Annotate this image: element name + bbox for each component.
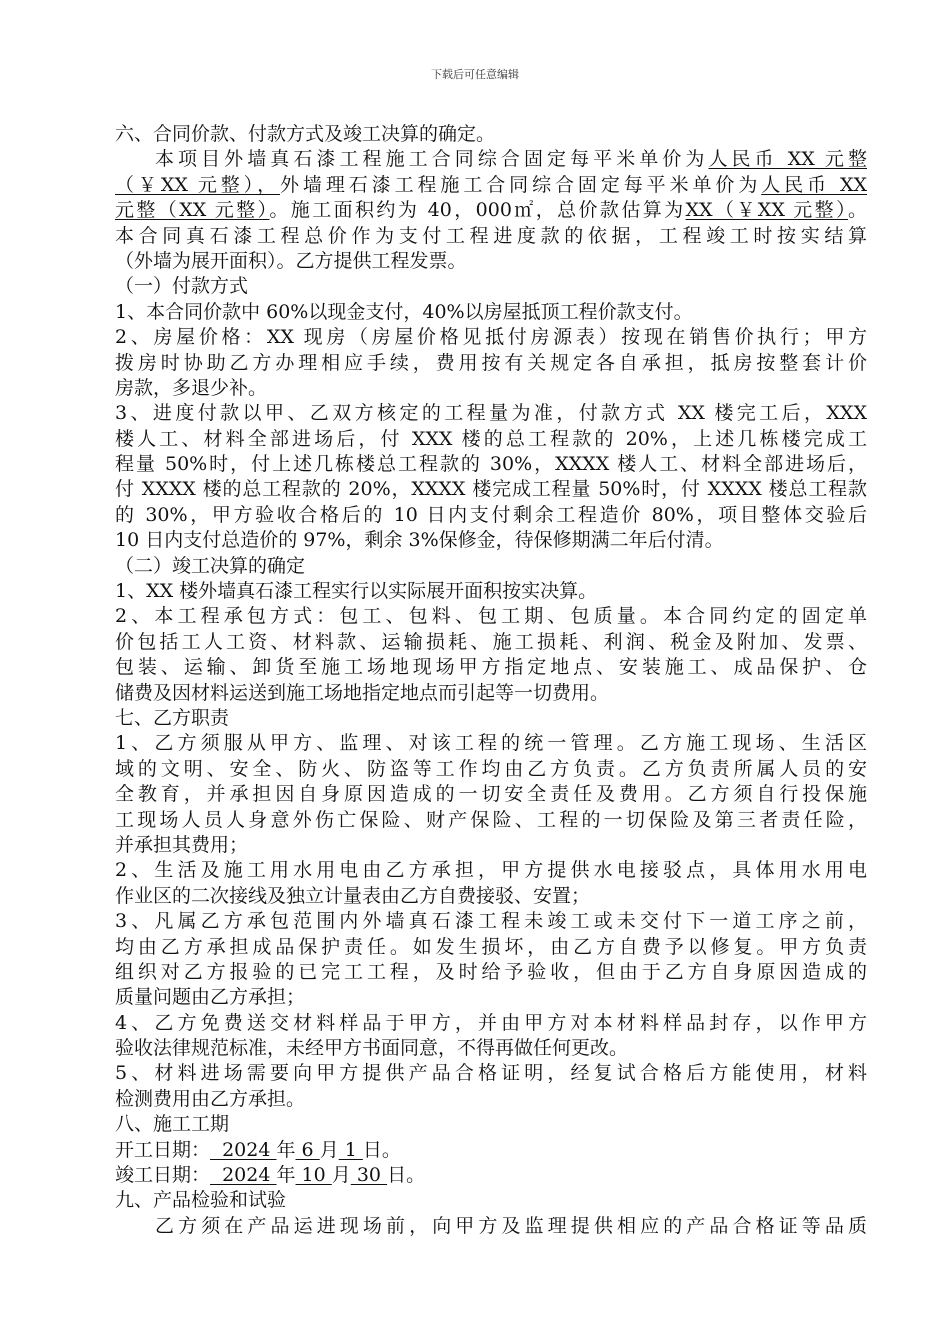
text-segment: 储费及因材料运送到施工场地指定地点而引起等一切费用。 <box>115 681 610 704</box>
text-segment: 付 XXXX 楼的总工程款的 20%，XXXX 楼完成工程量 50%时，付 XXXX 楼总工程款 <box>115 478 867 501</box>
underlined-text: 元整（XX 元整） <box>115 199 270 222</box>
text-segment: 。施工面积约为 40，000㎡，总价款估算为 <box>269 199 686 222</box>
text-line <box>115 300 867 325</box>
text-segment: 程量 50%时，付上述几栋楼总工程款的 30%，XXXX 楼人工、材料全部进场后， <box>115 453 867 476</box>
text-segment: 1、本合同价款中 60%以现金支付，40%以房屋抵顶工程价款支付。 <box>115 300 693 323</box>
text-line <box>115 477 867 502</box>
text-line <box>115 224 867 249</box>
text-segment: 九、产品检验和试验 <box>115 1189 287 1212</box>
text-segment: 检测费用由乙方承担。 <box>115 1087 306 1110</box>
underlined-text: 2024 <box>210 1138 277 1161</box>
text-line <box>115 884 867 909</box>
text-segment: 六、合同价款、付款方式及竣工决算的确定。 <box>115 123 496 145</box>
text-segment: 月 <box>319 1138 339 1161</box>
text-line <box>115 528 867 553</box>
text-line <box>115 1061 867 1086</box>
text-segment: 作业区的二次接线及独立计量表由乙方自费接驳、安置； <box>115 884 591 907</box>
text-line <box>115 351 867 376</box>
text-line <box>115 909 867 934</box>
text-segment: 3、进度付款以甲、乙双方核定的工程量为准，付款方式 XX 楼完工后，XXX <box>115 402 867 425</box>
text-line <box>115 1214 867 1239</box>
text-line <box>115 122 867 147</box>
text-segment: 日。 <box>362 1138 401 1161</box>
text-line <box>115 858 867 883</box>
text-line <box>115 579 867 604</box>
text-line <box>115 147 867 172</box>
text-segment: 。 <box>848 199 868 222</box>
text-line <box>115 985 867 1010</box>
text-line <box>115 630 867 655</box>
text-segment: 年 <box>276 1138 296 1161</box>
text-segment: 域的文明、安全、防火、防盗等工作均由乙方负责。乙方负责所属人员的安 <box>115 757 867 780</box>
text-line <box>115 655 867 680</box>
text-line <box>115 249 867 274</box>
text-line <box>115 1087 867 1112</box>
text-segment: （一）付款方式 <box>115 275 249 298</box>
text-segment: 的 30%，甲方验收合格后的 10 日内支付剩余工程造价 80%，项目整体交验后 <box>115 503 867 526</box>
text-line <box>115 1112 867 1137</box>
text-line <box>115 757 867 782</box>
text-line <box>115 198 867 223</box>
text-line <box>115 1011 867 1036</box>
text-segment: 本合同真石漆工程总价作为支付工程进度款的依据，工程竣工时按实结算 <box>115 224 867 247</box>
text-segment: 质量问题由乙方承担； <box>115 986 306 1009</box>
text-segment: 1、乙方须服从甲方、监理、对该工程的统一管理。乙方施工现场、生活区 <box>115 732 867 755</box>
text-segment: 工现场人员人身意外伤亡保险、财产保险、工程的一切保险及第三者责任险， <box>115 808 867 831</box>
text-line <box>115 325 867 350</box>
text-segment: （二）竣工决算的确定 <box>115 554 306 577</box>
text-line <box>115 681 867 706</box>
text-line <box>115 274 867 299</box>
text-line <box>115 427 867 452</box>
text-segment: 包装、运输、卸货至施工场地现场甲方指定地点、安装施工、成品保护、仓 <box>115 656 867 679</box>
text-segment: 并承担其费用； <box>115 833 249 856</box>
text-line <box>115 1138 867 1163</box>
text-line <box>115 1163 867 1188</box>
text-segment: 楼人工、材料全部进场后，付 XXX 楼的总工程款的 20%，上述几栋楼完成工 <box>115 427 867 450</box>
underlined-text: 10 <box>295 1164 332 1187</box>
text-segment: 月 <box>331 1164 351 1187</box>
text-segment: 八、施工工期 <box>115 1113 230 1136</box>
text-line <box>115 960 867 985</box>
text-line <box>115 376 867 401</box>
page-header: 下载后可任意编辑 <box>431 68 519 81</box>
text-line <box>115 503 867 528</box>
text-line <box>115 604 867 629</box>
text-segment: 4、乙方免费送交材料样品于甲方，并由甲方对本材料样品封存，以作甲方 <box>115 1011 867 1034</box>
underlined-text: （￥XX 元整）， <box>115 173 281 196</box>
text-line <box>115 706 867 731</box>
text-line <box>115 401 867 426</box>
underlined-text: 30 <box>350 1164 388 1187</box>
text-segment: 全教育，并承担因自身原因造成的一切安全责任及费用。乙方须自行投保施 <box>115 783 867 806</box>
document-body <box>115 122 867 1239</box>
text-line <box>115 935 867 960</box>
text-line <box>115 1036 867 1061</box>
text-segment: 日。 <box>387 1164 426 1187</box>
text-segment: 验收法律规范标准，未经甲方书面同意，不得再做任何更改。 <box>115 1037 629 1060</box>
text-segment: 价包括工人工资、材料款、运输损耗、施工损耗、利润、税金及附加、发票、 <box>115 630 867 653</box>
text-segment: 3、凡属乙方承包范围内外墙真石漆工程未竣工或未交付下一道工序之前， <box>115 910 867 933</box>
text-segment: 10 日内支付总造价的 97%，剩余 3%保修金，待保修期满二年后付清。 <box>115 529 724 552</box>
text-segment: 2、房屋价格：XX 现房（房屋价格见抵付房源表）按现在销售价执行；甲方 <box>115 326 867 349</box>
text-line <box>115 1188 867 1213</box>
text-line <box>115 452 867 477</box>
underlined-text: 1 <box>338 1138 363 1161</box>
underlined-text: 人民币 XX <box>761 173 868 196</box>
text-segment: 2、本工程承包方式：包工、包料、包工期、包质量。本合同约定的固定单 <box>115 605 867 628</box>
text-segment: 本项目外墙真石漆工程施工合同综合固定每平米单价为 <box>155 148 709 171</box>
text-segment: 七、乙方职责 <box>115 706 230 729</box>
text-line <box>115 782 867 807</box>
text-line <box>115 554 867 579</box>
text-line <box>115 173 867 198</box>
text-line <box>115 731 867 756</box>
text-segment: 1、XX 楼外墙真石漆工程实行以实际展开面积按实决算。 <box>115 580 598 603</box>
underlined-text: 人民币 XX 元整 <box>708 148 867 171</box>
text-segment: 外墙理石漆工程施工合同综合固定每平米单价为 <box>280 173 762 196</box>
text-segment: 竣工日期： <box>115 1164 211 1187</box>
text-segment: （外墙为展开面积）。乙方提供工程发票。 <box>115 249 467 272</box>
underlined-text: 2024 <box>210 1164 277 1187</box>
text-segment: 房款，多退少补。 <box>115 376 268 399</box>
text-segment: 组织对乙方报验的已完工工程，及时给予验收，但由于乙方自身原因造成的 <box>115 960 867 983</box>
text-segment: 均由乙方承担成品保护责任。如发生损坏，由乙方自费予以修复。甲方负责 <box>115 935 867 958</box>
text-segment: 2、生活及施工用水用电由乙方承担，甲方提供水电接驳点，具体用水用电 <box>115 859 867 882</box>
underlined-text: 6 <box>295 1138 320 1161</box>
underlined-text: XX（￥XX 元整） <box>685 199 848 222</box>
text-segment: 5、材料进场需要向甲方提供产品合格证明，经复试合格后方能使用，材料 <box>115 1062 867 1085</box>
text-segment: 拨房时协助乙方办理相应手续，费用按有关规定各自承担，抵房按整套计价 <box>115 351 867 374</box>
text-line <box>115 833 867 858</box>
text-segment: 乙方须在产品运进现场前，向甲方及监理提供相应的产品合格证等品质 <box>155 1214 867 1237</box>
text-segment: 开工日期： <box>115 1138 211 1161</box>
text-line <box>115 808 867 833</box>
text-segment: 年 <box>276 1164 296 1187</box>
